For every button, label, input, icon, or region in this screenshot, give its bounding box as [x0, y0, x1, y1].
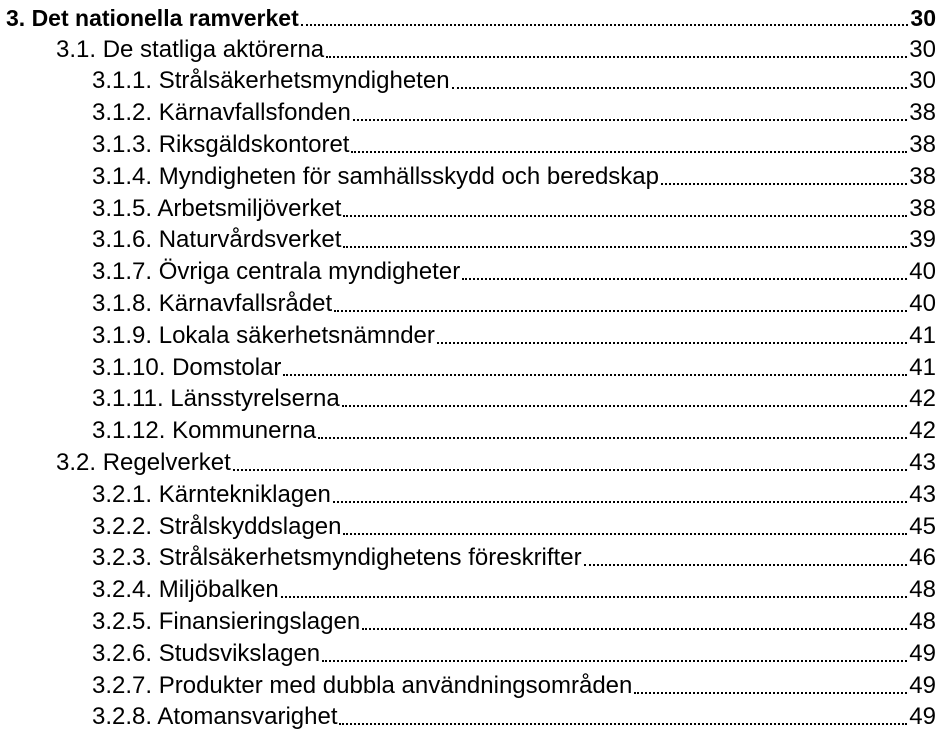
- toc-entry[interactable]: [0, 541, 949, 573]
- toc-entry-page-number: 43: [909, 480, 936, 508]
- toc-entry-label: 3.1.12. Kommunerna: [92, 417, 317, 445]
- toc-entry-page-number: 49: [909, 703, 936, 731]
- toc-entry[interactable]: [0, 350, 949, 382]
- toc-entry-page-number: 40: [909, 289, 936, 317]
- toc-dot-leader: [634, 692, 907, 694]
- toc-entry-page-number: 41: [909, 353, 936, 381]
- toc-dot-leader: [437, 342, 907, 344]
- toc-entry-label: 3.1.3. Riksgäldskontoret: [92, 130, 350, 158]
- toc-entry-label: 3.2.5. Finansieringslagen: [92, 607, 361, 635]
- toc-entry-label: 3.2.6. Studsvikslagen: [92, 639, 321, 667]
- toc-entry-label: 3.1.4. Myndigheten för samhällsskydd och beredskap: [92, 162, 659, 190]
- toc-entry-page-number: 46: [909, 544, 936, 572]
- toc-entry-page-number: 38: [909, 194, 936, 222]
- toc-dot-leader: [318, 437, 907, 439]
- toc-entry[interactable]: [0, 223, 949, 255]
- toc-dot-leader: [333, 501, 907, 503]
- toc-dot-leader: [326, 56, 907, 58]
- toc-entry-page-number: 48: [909, 607, 936, 635]
- toc-dot-leader: [283, 374, 907, 376]
- toc-entry-page-number: 30: [909, 67, 936, 95]
- toc-entry-page-number: 42: [909, 417, 936, 445]
- toc-entry[interactable]: [0, 668, 949, 700]
- toc-dot-leader: [301, 24, 909, 26]
- toc-dot-leader: [452, 87, 908, 89]
- toc-entry[interactable]: [0, 191, 949, 223]
- toc-entry-label: 3.2.3. Strålsäkerhetsmyndighetens föreskrifter: [92, 544, 582, 572]
- toc-dot-leader: [661, 183, 907, 185]
- toc-entry-page-number: 40: [909, 258, 936, 286]
- toc-dot-leader: [353, 119, 907, 121]
- toc-entry-page-number: 30: [909, 35, 936, 63]
- toc-entry-label: 3.2. Regelverket: [56, 448, 231, 476]
- toc-entry[interactable]: [0, 64, 949, 96]
- toc-entry[interactable]: [0, 318, 949, 350]
- toc-entry-label: 3.1.10. Domstolar: [92, 353, 282, 381]
- toc-entry-label: 3.1.1. Strålsäkerhetsmyndigheten: [92, 67, 450, 95]
- toc-entry-label: 3.1. De statliga aktörerna: [56, 35, 325, 63]
- toc-dot-leader: [322, 660, 907, 662]
- toc-entry-label: 3.2.7. Produkter med dubbla användningsområden: [92, 671, 633, 699]
- toc-entry-label: 3.2.1. Kärntekniklagen: [92, 480, 331, 508]
- toc-entry-label: 3.1.11. Länsstyrelserna: [92, 385, 340, 413]
- toc-entry-page-number: 30: [910, 4, 936, 31]
- toc-entry[interactable]: [0, 477, 949, 509]
- toc-entry-label: 3.2.4. Miljöbalken: [92, 576, 279, 604]
- toc-entry[interactable]: [0, 445, 949, 477]
- toc-entry[interactable]: [0, 413, 949, 445]
- toc-dot-leader: [339, 723, 907, 725]
- toc-dot-leader: [343, 246, 907, 248]
- toc-entry-page-number: 48: [909, 576, 936, 604]
- toc-entry-page-number: 38: [909, 130, 936, 158]
- toc-entry-label: 3. Det nationella ramverket: [6, 4, 299, 31]
- toc-entry[interactable]: [0, 95, 949, 127]
- toc-entry[interactable]: [0, 127, 949, 159]
- toc-entry-page-number: 39: [909, 226, 936, 254]
- toc-dot-leader: [233, 469, 908, 471]
- toc-dot-leader: [462, 278, 907, 280]
- toc-entry[interactable]: [0, 604, 949, 636]
- toc-entry-page-number: 49: [909, 671, 936, 699]
- toc-entry-page-number: 45: [909, 512, 936, 540]
- toc-dot-leader: [342, 405, 908, 407]
- toc-entry[interactable]: [0, 572, 949, 604]
- toc-entry[interactable]: [0, 700, 949, 732]
- toc-entry-label: 3.1.2. Kärnavfallsfonden: [92, 99, 351, 127]
- toc-entry-label: 3.1.8. Kärnavfallsrådet: [92, 289, 333, 317]
- toc-entry-page-number: 49: [909, 639, 936, 667]
- toc-dot-leader: [343, 215, 907, 217]
- toc-dot-leader: [351, 151, 907, 153]
- toc-entry-label: 3.1.7. Övriga centrala myndigheter: [92, 258, 461, 286]
- toc-entry[interactable]: [0, 32, 949, 64]
- toc-entry-label: 3.1.9. Lokala säkerhetsnämnder: [92, 321, 435, 349]
- toc-entry[interactable]: [0, 636, 949, 668]
- toc-entry[interactable]: [0, 286, 949, 318]
- toc-entry-label: 3.1.5. Arbetsmiljöverket: [92, 194, 342, 222]
- toc-entry-page-number: 38: [909, 162, 936, 190]
- toc-dot-leader: [334, 310, 907, 312]
- toc-entry[interactable]: [0, 509, 949, 541]
- toc-entry[interactable]: [0, 0, 949, 32]
- toc-dot-leader: [362, 628, 907, 630]
- toc-entry[interactable]: [0, 382, 949, 414]
- toc-entry-page-number: 42: [909, 385, 936, 413]
- toc-entry-page-number: 43: [909, 448, 936, 476]
- toc-entry[interactable]: [0, 254, 949, 286]
- toc-entry-page-number: 38: [909, 99, 936, 127]
- toc-entry[interactable]: [0, 159, 949, 191]
- toc-entry-label: 3.1.6. Naturvårdsverket: [92, 226, 342, 254]
- toc-dot-leader: [281, 596, 908, 598]
- toc-dot-leader: [584, 564, 908, 566]
- toc-entry-label: 3.2.2. Strålskyddslagen: [92, 512, 342, 540]
- toc-entry-label: 3.2.8. Atomansvarighet: [92, 703, 338, 731]
- toc-dot-leader: [343, 533, 907, 535]
- toc-entry-page-number: 41: [909, 321, 936, 349]
